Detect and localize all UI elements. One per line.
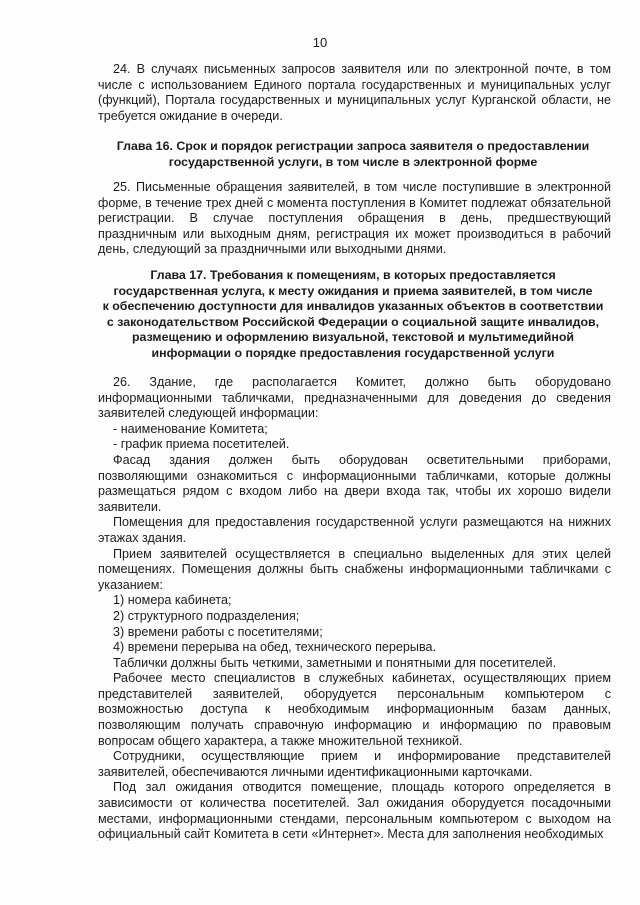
paragraph: Сотрудники, осуществляющие прием и информирование представителей заявителей, обеспечиваются личными идентификационными карточками. [98,749,611,779]
page-number: 10 [312,35,328,50]
paragraph: 26. Здание, где располагается Комитет, должно быть оборудовано информационными табличками, предназначенными для доведения до сведения заявителей следующей информации: [98,375,611,421]
paragraph-25 [98,180,611,258]
scan-speck: · [96,835,99,845]
heading-chapter-16 [90,139,616,170]
heading-line: государственная услуга, к месту ожидания и приема заявителей, в том числе [113,283,593,298]
heading-line: государственной услуги, в том числе в электронной форме [168,154,538,169]
list-item: 2) структурного подразделения; [113,608,300,623]
paragraph: Таблички должны быть четкими, заметными и понятными для посетителей. [113,655,557,670]
list-item: - наименование Комитета; [113,421,268,436]
paragraph: Под зал ожидания отводится помещение, площадь которого определяется в зависимости от количества посетителей. Зал ожидания оборудуется посадочными местами, информационными стендами, персональным компьютером с выходом на официальный сайт Комитета в сети «Интернет». Места для заполнения необходимых [98,780,611,842]
paragraph-24 [98,62,611,124]
heading-line: Глава 16. Срок и порядок регистрации запроса заявителя о предоставлении [116,139,590,153]
section-26-body [98,375,611,843]
heading-chapter-17 [90,268,616,362]
paragraph: Помещения для предоставления государственной услуги размещаются на нижних этажах здания. [98,515,611,545]
heading-line: размещению и оформлению визуальной, текстовой и мультимедийной [131,330,575,345]
paragraph: 24. В случаях письменных запросов заявителя или по электронной почте, в том числе с использованием Единого портала государственных и муниципальных услуг (функций), Портала государственных и муниципальных услуг Курганской области, не требуется ожидание в очереди. [98,62,611,123]
list-item: 1) номера кабинета; [113,593,232,608]
paragraph: Фасад здания должен быть оборудован осветительными приборами, позволяющими ознакомиться с информационными табличками, которые должны размещаться рядом с входом либо на двери входа так, чтобы их хорошо видели заявители. [98,452,611,514]
list-item: 4) времени перерыва на обед, технического перерыва. [113,640,437,655]
heading-line: Глава 17. Требования к помещениям, в которых предоставляется [150,268,556,282]
list-item: - график приема посетителей. [113,437,290,452]
list-item: 3) времени работы с посетителями; [113,624,323,639]
paragraph: 25. Письменные обращения заявителей, в том числе поступившие в электронной форме, в течение трех дней с момента поступления в Комитет подлежат обязательной регистрации. В случае поступления обращения в день, предшествующий праздничным или выходным дням, регистрация их может производиться в рабочий день, следующий за праздничными или выходными днями. [98,180,611,257]
heading-line: с законодательством Российской Федерации о социальной защите инвалидов, [106,314,600,329]
paragraph: Прием заявителей осуществляется в специально выделенных для этих целей помещениях. Помещения должны быть снабжены информационными табличками с указанием: [98,546,611,592]
paragraph: Рабочее место специалистов в служебных кабинетах, осуществляющих прием представителей заявителей, оборудуется персональным компьютером с возможностью доступа к необходимым информационным базам данных, позволяющим получать справочную информацию и информацию по правовым вопросам общего характера, а также множительной техникой. [98,671,611,748]
heading-line: к обеспечению доступности для инвалидов указанных объектов в соответствии [102,299,604,314]
heading-line: информации о порядке предоставления государственной услуги [151,345,555,360]
